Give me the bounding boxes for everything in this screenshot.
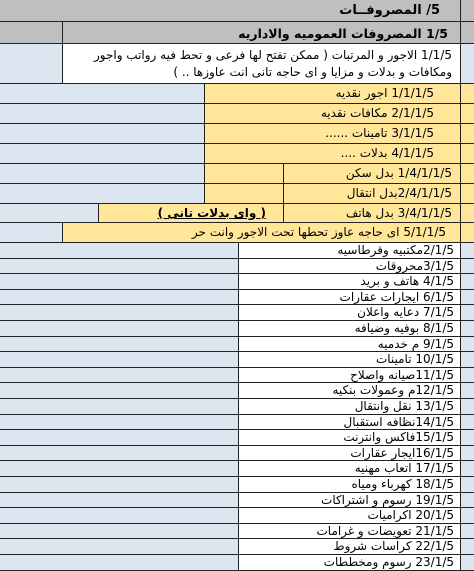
expense-item[interactable]: 9/1/5 م خدميه xyxy=(238,337,460,352)
allowance-row xyxy=(0,164,474,184)
empty-cell[interactable] xyxy=(0,337,238,352)
wages-line-1: 1/1/5 الاجور و المرتبات ( ممكن تفتح لها فرعى و تحط فيه رواتب واجور xyxy=(93,48,452,62)
row-cell[interactable] xyxy=(460,430,474,445)
expense-row xyxy=(0,508,474,524)
wage-item[interactable]: 1/1/1/5 اجور نقديه xyxy=(204,84,460,103)
expense-item[interactable]: 23/1/5 رسوم ومخططات xyxy=(238,555,460,570)
empty-cell[interactable] xyxy=(0,290,238,305)
row-cell[interactable] xyxy=(460,124,474,143)
empty-cell[interactable] xyxy=(0,44,62,83)
allowance-cell[interactable] xyxy=(204,184,460,203)
row-cell[interactable] xyxy=(460,104,474,123)
wage-item-row xyxy=(0,124,474,144)
row-cell[interactable] xyxy=(460,446,474,461)
expense-row xyxy=(0,555,474,571)
wage-item[interactable]: 4/1/1/5 بدلات .... xyxy=(204,144,460,163)
expense-row xyxy=(0,352,474,368)
expense-row xyxy=(0,274,474,290)
section-row xyxy=(0,22,474,44)
empty-cell[interactable] xyxy=(0,124,204,143)
empty-cell[interactable] xyxy=(0,368,238,383)
allowance-row xyxy=(0,184,474,204)
wages-cell[interactable] xyxy=(62,44,460,83)
empty-cell[interactable] xyxy=(0,274,238,289)
expense-item[interactable]: 8/1/5 بوفيه وضيافه xyxy=(238,321,460,336)
row-cell[interactable] xyxy=(460,383,474,398)
row-cell[interactable] xyxy=(460,204,474,222)
expense-item[interactable]: 4/1/5 هاتف و بريد xyxy=(238,274,460,289)
empty-cell[interactable] xyxy=(0,184,204,203)
expense-item[interactable]: 2/1/5مكتبيه وقرطاسيه xyxy=(238,243,460,258)
expense-row xyxy=(0,461,474,477)
expense-item[interactable]: 7/1/5 دعايه واعلان xyxy=(238,305,460,320)
row-cell[interactable] xyxy=(460,539,474,554)
expense-item[interactable]: 18/1/5 كهرباء ومياه xyxy=(238,477,460,492)
empty-cell[interactable] xyxy=(0,305,238,320)
empty-cell[interactable] xyxy=(0,430,238,445)
empty-cell[interactable] xyxy=(0,223,62,242)
row-cell[interactable] xyxy=(460,164,474,183)
allowance-item[interactable]: 2/4/1/1/5بدل انتقال xyxy=(283,184,460,203)
row-cell[interactable] xyxy=(460,399,474,414)
expense-item[interactable]: 10/1/5 تامينات xyxy=(238,352,460,367)
row-cell[interactable] xyxy=(460,290,474,305)
row-cell[interactable] xyxy=(460,508,474,523)
expense-row xyxy=(0,337,474,353)
expense-row xyxy=(0,321,474,337)
row-cell[interactable] xyxy=(460,223,474,242)
expense-item[interactable]: 20/1/5 اكراميات xyxy=(238,508,460,523)
empty-cell[interactable] xyxy=(0,477,238,492)
expense-row xyxy=(0,259,474,275)
empty-cell[interactable] xyxy=(0,259,238,274)
expense-item[interactable]: 17/1/5 اتعاب مهنيه xyxy=(238,461,460,476)
expense-row xyxy=(0,305,474,321)
empty-cell[interactable] xyxy=(0,461,238,476)
row-cell[interactable] xyxy=(460,337,474,352)
expense-row xyxy=(0,368,474,384)
section-title[interactable]: 1/5 المصروفات العموميه والاداريه xyxy=(62,22,460,43)
empty-cell[interactable] xyxy=(0,524,238,539)
empty-cell[interactable] xyxy=(0,144,204,163)
expense-row xyxy=(0,290,474,306)
expense-row xyxy=(0,477,474,493)
row-cell[interactable] xyxy=(460,321,474,336)
allowance-item[interactable]: 1/4/1/1/5 بدل سكن xyxy=(283,164,460,183)
expense-row xyxy=(0,539,474,555)
row-cell[interactable] xyxy=(460,274,474,289)
row-cell[interactable] xyxy=(460,305,474,320)
expense-row xyxy=(0,383,474,399)
expense-item[interactable]: 6/1/5 ايجارات عقارات xyxy=(238,290,460,305)
expense-row xyxy=(0,524,474,540)
wage-item-row xyxy=(0,104,474,124)
allowance-cell[interactable] xyxy=(204,164,460,183)
empty-cell[interactable] xyxy=(0,383,238,398)
empty-cell[interactable] xyxy=(0,508,238,523)
phone-allowance-note: ( واى بدلات تانى ) xyxy=(157,206,266,220)
expense-row xyxy=(0,415,474,431)
other-wage-row xyxy=(0,223,474,243)
row-cell[interactable] xyxy=(460,22,474,43)
expense-item[interactable]: 12/1/5م وعمولات بنكيه xyxy=(238,383,460,398)
sheet-title[interactable]: 5/ المصروفــات xyxy=(339,3,440,18)
row-cell[interactable] xyxy=(460,493,474,508)
expense-item[interactable]: 13/1/5 نقل وانتقال xyxy=(238,399,460,414)
empty-cell[interactable] xyxy=(0,555,238,570)
row-cell[interactable] xyxy=(460,243,474,258)
empty-cell[interactable] xyxy=(0,22,62,43)
wage-item[interactable]: 3/1/1/5 تامينات ...... xyxy=(204,124,460,143)
wage-item-row xyxy=(0,144,474,164)
expense-item[interactable]: 11/1/5صيانه واصلاح xyxy=(238,368,460,383)
empty-cell[interactable] xyxy=(0,446,238,461)
row-cell[interactable] xyxy=(460,184,474,203)
row-cell[interactable] xyxy=(460,555,474,570)
phone-allowance-cell[interactable] xyxy=(98,204,460,222)
sheet-header-row xyxy=(0,0,474,22)
expense-item[interactable]: 19/1/5 رسوم و اشتراكات xyxy=(238,493,460,508)
empty-cell[interactable] xyxy=(0,415,238,430)
row-cell[interactable] xyxy=(460,461,474,476)
phone-allowance-row xyxy=(0,204,474,223)
row-cell[interactable] xyxy=(460,477,474,492)
expense-item[interactable]: 16/1/5ايجار عقارات xyxy=(238,446,460,461)
expense-item[interactable]: 3/1/5محروقات xyxy=(238,259,460,274)
empty-cell[interactable] xyxy=(0,399,238,414)
wage-item-row xyxy=(0,84,474,104)
empty-cell[interactable] xyxy=(0,84,204,103)
expense-row xyxy=(0,446,474,462)
expense-row xyxy=(0,243,474,259)
empty-cell[interactable] xyxy=(0,104,204,123)
row-cell[interactable] xyxy=(460,144,474,163)
wages-line-2: ومكافات و بدلات و مزايا و اى حاجه تانى انت عاوزها .. ) xyxy=(173,65,452,79)
empty-cell[interactable] xyxy=(0,164,204,183)
row-cell[interactable] xyxy=(460,0,474,21)
row-cell[interactable] xyxy=(460,44,474,83)
expense-item[interactable]: 22/1/5 كراسات شروط xyxy=(238,539,460,554)
expense-item[interactable]: 15/1/5فاكس وانترنت xyxy=(238,430,460,445)
expense-row xyxy=(0,430,474,446)
empty-cell[interactable] xyxy=(0,539,238,554)
wage-item[interactable]: 2/1/1/5 مكافات نقديه xyxy=(204,104,460,123)
expense-row xyxy=(0,399,474,415)
row-cell[interactable] xyxy=(460,415,474,430)
row-cell[interactable] xyxy=(460,352,474,367)
expense-item[interactable]: 14/1/5نظافه استقبال xyxy=(238,415,460,430)
phone-allowance-label[interactable]: 3/4/1/1/5 بدل هاتف xyxy=(283,204,460,222)
row-cell[interactable] xyxy=(460,259,474,274)
empty-cell[interactable] xyxy=(0,243,238,258)
empty-cell[interactable] xyxy=(0,493,238,508)
wages-row xyxy=(0,44,474,84)
row-cell[interactable] xyxy=(460,524,474,539)
empty-cell[interactable] xyxy=(0,352,238,367)
other-wage-item[interactable]: 5/1/1/5 اى حاجه عاوز تحطها تحت الاجور وانت حر xyxy=(62,223,460,242)
row-cell[interactable] xyxy=(460,368,474,383)
expense-item[interactable]: 21/1/5 تعويضات و غرامات xyxy=(238,524,460,539)
empty-cell[interactable] xyxy=(0,204,98,222)
empty-cell[interactable] xyxy=(0,321,238,336)
row-cell[interactable] xyxy=(460,84,474,103)
expense-row xyxy=(0,493,474,509)
